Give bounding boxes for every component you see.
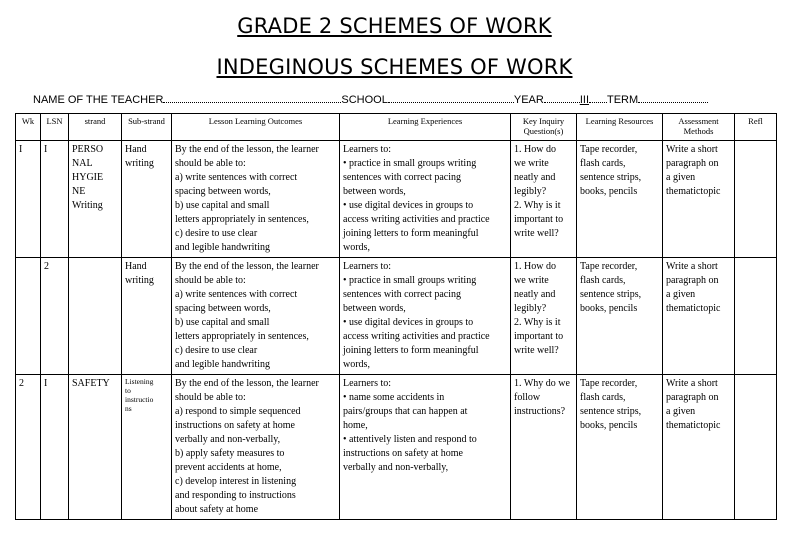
cell-wk: I	[16, 141, 41, 258]
cell-text-line: NAL	[72, 158, 93, 169]
cell-strand	[69, 141, 122, 258]
cell-text-line: prevent accidents at home,	[175, 462, 282, 473]
cell-text-line: words,	[343, 242, 370, 253]
cell-strand	[69, 375, 122, 520]
cell-text-line: spacing between words,	[175, 303, 271, 314]
schemes-table	[15, 113, 777, 520]
cell-text-line: PERSO	[72, 144, 104, 155]
cell-lsn: 2	[41, 258, 69, 375]
cell-resources	[577, 258, 663, 375]
cell-assessment	[663, 375, 735, 520]
cell-text-line: flash cards,	[580, 158, 626, 169]
header-row	[16, 114, 777, 141]
cell-text-line: Write a short	[666, 144, 718, 155]
header-substrand: Sub-strand	[122, 114, 172, 141]
cell-text-line: instructions?	[514, 406, 566, 417]
cell-text-line: legibly?	[514, 186, 547, 197]
cell-wk	[16, 258, 41, 375]
cell-text-line: home,	[343, 420, 368, 431]
cell-text-line: between words,	[343, 186, 406, 197]
cell-text-line: Learners to:	[343, 378, 392, 389]
table-row	[16, 141, 777, 258]
cell-refl	[735, 375, 777, 520]
cell-resources	[577, 141, 663, 258]
cell-text-line: c) desire to use clear	[175, 345, 258, 356]
cell-text-line: Tape recorder,	[580, 378, 638, 389]
cell-text-line: we write	[514, 158, 549, 169]
cell-text-line: joining letters to form meaningful	[343, 345, 479, 356]
cell-assessment	[663, 141, 735, 258]
cell-text-line: access writing activities and practice	[343, 331, 490, 342]
cell-text-line: 2. Why is it	[514, 200, 561, 211]
cell-text-line: • attentively listen and respond to	[343, 434, 477, 445]
cell-text-line: c) desire to use clear	[175, 228, 258, 239]
cell-text-line: sentence strips,	[580, 406, 642, 417]
cell-text-line: By the end of the lesson, the learner	[175, 378, 319, 389]
header-assessment: Assessment Methods	[663, 114, 735, 141]
cell-text-line: flash cards,	[580, 275, 626, 286]
cell-text-line: follow	[514, 392, 541, 403]
cell-text-line: 2. Why is it	[514, 317, 561, 328]
header-lsn: LSN	[41, 114, 69, 141]
cell-text-line: a) write sentences with correct	[175, 289, 298, 300]
cell-text-line: a) write sentences with correct	[175, 172, 298, 183]
header-outcomes: Lesson Learning Outcomes	[172, 114, 340, 141]
cell-inquiry	[511, 141, 577, 258]
cell-text-line: • name some accidents in	[343, 392, 445, 403]
cell-text-line: books, pencils	[580, 420, 638, 431]
cell-text-line: • use digital devices in groups to	[343, 200, 474, 211]
cell-text-line: and responding to instructions	[175, 490, 296, 501]
cell-text-line: b) apply safety measures to	[175, 448, 285, 459]
cell-text-line: • use digital devices in groups to	[343, 317, 474, 328]
year-value: III	[579, 94, 589, 106]
cell-outcomes	[172, 141, 340, 258]
cell-text-line: NE	[72, 186, 86, 197]
cell-text-line: Learners to:	[343, 261, 392, 272]
cell-text-line: instructions on safety at home	[343, 448, 463, 459]
cell-text-line: 1. How do	[514, 261, 556, 272]
cell-text-line: spacing between words,	[175, 186, 271, 197]
table-row	[16, 375, 777, 520]
cell-text-line: ns	[125, 404, 132, 413]
cell-lsn: I	[41, 375, 69, 520]
teacher-info-line	[33, 93, 708, 106]
cell-outcomes	[172, 375, 340, 520]
header-refl: Refl	[735, 114, 777, 141]
cell-text-line: • practice in small groups writing	[343, 158, 477, 169]
cell-substrand	[122, 141, 172, 258]
cell-text-line: legibly?	[514, 303, 547, 314]
cell-text-line: to	[125, 386, 131, 395]
cell-text-line: a given	[666, 289, 696, 300]
cell-text-line: a) respond to simple sequenced	[175, 406, 301, 417]
cell-text-line: Write a short	[666, 261, 718, 272]
cell-text-line: a given	[666, 406, 696, 417]
cell-text-line: access writing activities and practice	[343, 214, 490, 225]
table-row	[16, 258, 777, 375]
cell-text-line: Tape recorder,	[580, 144, 638, 155]
cell-text-line: sentence strips,	[580, 172, 642, 183]
cell-text-line: By the end of the lesson, the learner	[175, 144, 319, 155]
cell-text-line: thematictopic	[666, 420, 721, 431]
cell-text-line: b) use capital and small	[175, 200, 270, 211]
cell-text-line: letters appropriately in sentences,	[175, 214, 309, 225]
cell-refl	[735, 141, 777, 258]
cell-outcomes	[172, 258, 340, 375]
cell-strand	[69, 258, 122, 375]
cell-refl	[735, 258, 777, 375]
cell-experiences	[340, 258, 511, 375]
cell-text-line: Hand	[125, 144, 147, 155]
cell-text-line: paragraph on	[666, 275, 719, 286]
cell-substrand	[122, 258, 172, 375]
term-blank	[638, 93, 708, 103]
cell-text-line: about safety at home	[175, 504, 259, 515]
cell-text-line: By the end of the lesson, the learner	[175, 261, 319, 272]
cell-lsn: I	[41, 141, 69, 258]
document-title: GRADE 2 SCHEMES OF WORK	[237, 14, 552, 38]
cell-text-line: letters appropriately in sentences,	[175, 331, 309, 342]
cell-text-line: between words,	[343, 303, 406, 314]
cell-text-line: sentences with correct pacing	[343, 289, 462, 300]
cell-text-line: SAFETY	[72, 378, 110, 389]
header-inquiry: Key Inquiry Question(s)	[511, 114, 577, 141]
cell-text-line: Hand	[125, 261, 147, 272]
cell-text-line: 1. Why do we	[514, 378, 570, 389]
cell-text-line: neatly and	[514, 172, 556, 183]
cell-text-line: books, pencils	[580, 303, 638, 314]
school-label: SCHOOL	[341, 94, 388, 106]
cell-text-line: Tape recorder,	[580, 261, 638, 272]
cell-text-line: instructio	[125, 395, 154, 404]
cell-text-line: should be able to:	[175, 158, 246, 169]
cell-text-line: verbally and non-verbally,	[175, 434, 281, 445]
cell-text-line: Learners to:	[343, 144, 392, 155]
school-name-blank	[388, 93, 514, 103]
header-experiences: Learning Experiences	[340, 114, 511, 141]
cell-text-line: books, pencils	[580, 186, 638, 197]
cell-text-line: should be able to:	[175, 392, 246, 403]
cell-text-line: thematictopic	[666, 186, 721, 197]
cell-text-line: we write	[514, 275, 549, 286]
cell-text-line: instructions on safety at home	[175, 420, 295, 431]
cell-text-line: write well?	[514, 228, 559, 239]
header-strand: strand	[69, 114, 122, 141]
cell-text-line: important to	[514, 331, 564, 342]
cell-text-line: write well?	[514, 345, 559, 356]
cell-text-line: and legible handwriting	[175, 242, 270, 253]
document-subtitle: INDEGINOUS SCHEMES OF WORK	[216, 55, 573, 79]
cell-text-line: important to	[514, 214, 564, 225]
cell-text-line: b) use capital and small	[175, 317, 270, 328]
cell-text-line: Write a short	[666, 378, 718, 389]
year-blank-right	[589, 93, 607, 103]
cell-text-line: flash cards,	[580, 392, 626, 403]
year-blank-left	[544, 93, 580, 103]
cell-text-line: joining letters to form meaningful	[343, 228, 479, 239]
cell-text-line: 1. How do	[514, 144, 556, 155]
header-wk: Wk	[16, 114, 41, 141]
cell-inquiry	[511, 375, 577, 520]
term-label: TERM	[607, 94, 639, 106]
cell-text-line: thematictopic	[666, 303, 721, 314]
cell-text-line: c) develop interest in listening	[175, 476, 297, 487]
year-label: YEAR	[513, 94, 544, 106]
cell-text-line: • practice in small groups writing	[343, 275, 477, 286]
header-resources: Learning Resources	[577, 114, 663, 141]
cell-text-line: pairs/groups that can happen at	[343, 406, 468, 417]
cell-text-line: writing	[125, 275, 154, 286]
cell-text-line: sentences with correct pacing	[343, 172, 462, 183]
cell-text-line: a given	[666, 172, 696, 183]
teacher-label: NAME OF THE TEACHER	[33, 94, 164, 106]
cell-resources	[577, 375, 663, 520]
cell-text-line: and legible handwriting	[175, 359, 270, 370]
cell-text-line: Writing	[72, 200, 103, 211]
cell-inquiry	[511, 258, 577, 375]
cell-text-line: paragraph on	[666, 392, 719, 403]
cell-text-line: Listening	[125, 377, 154, 386]
cell-text-line: words,	[343, 359, 370, 370]
cell-wk: 2	[16, 375, 41, 520]
cell-text-line: should be able to:	[175, 275, 246, 286]
cell-assessment	[663, 258, 735, 375]
cell-substrand	[122, 375, 172, 520]
cell-text-line: HYGIE	[72, 172, 104, 183]
cell-experiences	[340, 375, 511, 520]
cell-text-line: sentence strips,	[580, 289, 642, 300]
cell-text-line: paragraph on	[666, 158, 719, 169]
cell-text-line: writing	[125, 158, 154, 169]
cell-experiences	[340, 141, 511, 258]
teacher-name-blank	[163, 93, 341, 103]
cell-text-line: verbally and non-verbally,	[343, 462, 449, 473]
cell-text-line: neatly and	[514, 289, 556, 300]
